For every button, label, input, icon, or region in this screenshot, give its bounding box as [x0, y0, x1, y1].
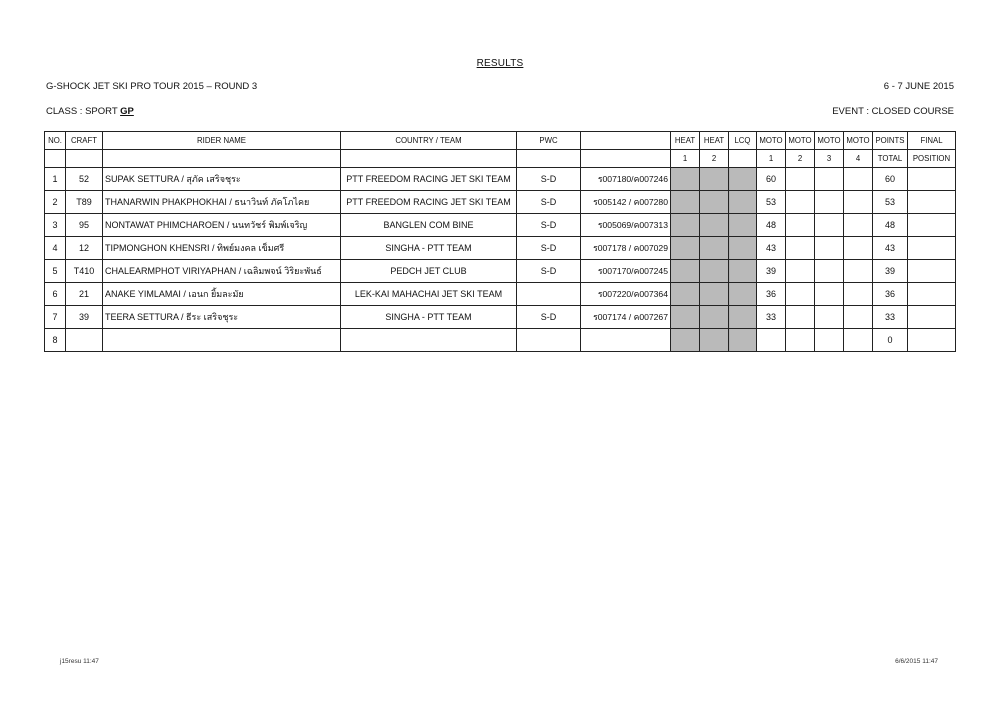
- col-heat1-sub: 1: [671, 150, 700, 168]
- cell-pwc: [517, 283, 581, 306]
- cell-moto3: [815, 329, 844, 352]
- cell-moto1: 36: [757, 283, 786, 306]
- class-label: [46, 106, 134, 117]
- col-points-sub: TOTAL: [873, 150, 908, 168]
- cell-moto3: [815, 168, 844, 191]
- cell-team: PEDCH JET CLUB: [341, 260, 517, 283]
- cell-moto4: [844, 168, 873, 191]
- cell-moto3: [815, 214, 844, 237]
- col-points: POINTS: [873, 132, 908, 150]
- cell-final: [908, 168, 956, 191]
- cell-moto3: [815, 283, 844, 306]
- col-pwc-sub: [517, 150, 581, 168]
- cell-final: [908, 260, 956, 283]
- cell-team: LEK-KAI MAHACHAI JET SKI TEAM: [341, 283, 517, 306]
- results-table: [44, 131, 956, 352]
- cell-no: 1: [45, 168, 66, 191]
- cell-rider: [103, 329, 341, 352]
- event-name: G-SHOCK JET SKI PRO TOUR 2015 – ROUND 3: [46, 81, 258, 92]
- cell-team: PTT FREEDOM RACING JET SKI TEAM: [341, 191, 517, 214]
- cell-total: 0: [873, 329, 908, 352]
- cell-pwc: [517, 329, 581, 352]
- cell-pwc: S-D: [517, 191, 581, 214]
- cell-moto4: [844, 237, 873, 260]
- cell-moto4: [844, 260, 873, 283]
- col-lcq: LCQ: [729, 132, 757, 150]
- cell-craft: 52: [66, 168, 103, 191]
- cell-moto3: [815, 260, 844, 283]
- table-row: [45, 191, 956, 214]
- col-final-sub: POSITION: [908, 150, 956, 168]
- col-no: NO.: [45, 132, 66, 150]
- cell-lcq: [729, 283, 757, 306]
- cell-moto3: [815, 306, 844, 329]
- cell-pwc: S-D: [517, 237, 581, 260]
- cell-team: SINGHA - PTT TEAM: [341, 237, 517, 260]
- cell-heat2: [700, 306, 729, 329]
- cell-craft: 39: [66, 306, 103, 329]
- cell-rider: SUPAK SETTURA / สุภัค เสริจชุระ: [103, 168, 341, 191]
- cell-moto1: 33: [757, 306, 786, 329]
- cell-total: 48: [873, 214, 908, 237]
- cell-rider: NONTAWAT PHIMCHAROEN / นนทวัชร์ พิมพ์เจริญ: [103, 214, 341, 237]
- cell-heat1: [671, 283, 700, 306]
- table-row: [45, 329, 956, 352]
- cell-craft: T89: [66, 191, 103, 214]
- cell-team: PTT FREEDOM RACING JET SKI TEAM: [341, 168, 517, 191]
- col-final: FINAL: [908, 132, 956, 150]
- table-row: [45, 237, 956, 260]
- cell-pwc-id: ร007220/ค007364: [581, 283, 671, 306]
- cell-team: SINGHA - PTT TEAM: [341, 306, 517, 329]
- col-moto3-sub: 3: [815, 150, 844, 168]
- cell-lcq: [729, 168, 757, 191]
- cell-moto3: [815, 191, 844, 214]
- cell-heat2: [700, 191, 729, 214]
- cell-heat2: [700, 260, 729, 283]
- cell-moto4: [844, 329, 873, 352]
- cell-pwc-id: [581, 329, 671, 352]
- col-rider-sub: [103, 150, 341, 168]
- footer-date-stamp: 6/6/2015 11:47: [895, 658, 938, 665]
- table-row: [45, 283, 956, 306]
- cell-total: 60: [873, 168, 908, 191]
- page-title: RESULTS: [476, 58, 524, 69]
- cell-heat1: [671, 306, 700, 329]
- cell-heat2: [700, 168, 729, 191]
- cell-pwc-id: ร007170/ค007245: [581, 260, 671, 283]
- col-heat2: HEAT: [700, 132, 729, 150]
- cell-total: 36: [873, 283, 908, 306]
- cell-heat1: [671, 237, 700, 260]
- cell-lcq: [729, 306, 757, 329]
- cell-pwc-id: ร007180/ค007246: [581, 168, 671, 191]
- col-pwc-id-sub: [581, 150, 671, 168]
- col-heat1: HEAT: [671, 132, 700, 150]
- cell-no: 6: [45, 283, 66, 306]
- cell-moto4: [844, 283, 873, 306]
- col-heat2-sub: 2: [700, 150, 729, 168]
- col-moto1-sub: 1: [757, 150, 786, 168]
- cell-no: 3: [45, 214, 66, 237]
- col-pwc-id: [581, 132, 671, 150]
- col-craft: CRAFT: [66, 132, 103, 150]
- cell-heat1: [671, 191, 700, 214]
- cell-pwc: S-D: [517, 168, 581, 191]
- cell-moto2: [786, 237, 815, 260]
- cell-final: [908, 191, 956, 214]
- cell-final: [908, 283, 956, 306]
- cell-total: 33: [873, 306, 908, 329]
- footer-file-stamp: j15resu 11:47: [60, 658, 99, 665]
- cell-moto2: [786, 329, 815, 352]
- cell-craft: [66, 329, 103, 352]
- table-row: [45, 168, 956, 191]
- cell-total: 39: [873, 260, 908, 283]
- cell-final: [908, 237, 956, 260]
- col-rider: RIDER NAME: [103, 132, 341, 150]
- cell-lcq: [729, 237, 757, 260]
- cell-pwc-id: ร005142 / ค007280: [581, 191, 671, 214]
- cell-moto2: [786, 191, 815, 214]
- results-body: [45, 168, 956, 352]
- cell-rider: THANARWIN PHAKPHOKHAI / ธนาวินท์ ภัคโภไคย: [103, 191, 341, 214]
- cell-lcq: [729, 191, 757, 214]
- cell-moto3: [815, 237, 844, 260]
- cell-craft: 21: [66, 283, 103, 306]
- cell-no: 4: [45, 237, 66, 260]
- cell-heat2: [700, 283, 729, 306]
- col-pwc: PWC: [517, 132, 581, 150]
- cell-final: [908, 306, 956, 329]
- cell-moto4: [844, 306, 873, 329]
- cell-rider: TIPMONGHON KHENSRI / ทิพย์มงคล เข็มศรี: [103, 237, 341, 260]
- cell-rider: ANAKE YIMLAMAI / เอนก ยิ้มละมัย: [103, 283, 341, 306]
- cell-heat1: [671, 329, 700, 352]
- cell-pwc: S-D: [517, 214, 581, 237]
- table-row: [45, 260, 956, 283]
- cell-rider: TEERA SETTURA / ธีระ เสริจชุระ: [103, 306, 341, 329]
- cell-lcq: [729, 329, 757, 352]
- cell-craft: 95: [66, 214, 103, 237]
- cell-moto1: 39: [757, 260, 786, 283]
- cell-no: 2: [45, 191, 66, 214]
- class-prefix: CLASS : SPORT: [46, 106, 121, 117]
- event-date: 6 - 7 JUNE 2015: [883, 81, 954, 92]
- cell-pwc: S-D: [517, 306, 581, 329]
- cell-moto1: 48: [757, 214, 786, 237]
- cell-moto1: [757, 329, 786, 352]
- cell-heat1: [671, 260, 700, 283]
- cell-total: 53: [873, 191, 908, 214]
- col-moto2: MOTO: [786, 132, 815, 150]
- col-country-team: COUNTRY / TEAM: [341, 132, 517, 150]
- cell-craft: T410: [66, 260, 103, 283]
- cell-craft: 12: [66, 237, 103, 260]
- cell-team: [341, 329, 517, 352]
- col-moto3: MOTO: [815, 132, 844, 150]
- cell-heat2: [700, 214, 729, 237]
- cell-heat2: [700, 329, 729, 352]
- cell-no: 7: [45, 306, 66, 329]
- col-moto1: MOTO: [757, 132, 786, 150]
- cell-pwc-id: ร005069/ค007313: [581, 214, 671, 237]
- col-moto2-sub: 2: [786, 150, 815, 168]
- cell-lcq: [729, 214, 757, 237]
- table-row: [45, 306, 956, 329]
- class-suffix: GP: [120, 106, 134, 117]
- cell-moto2: [786, 214, 815, 237]
- table-row: [45, 214, 956, 237]
- results-header: [45, 132, 956, 168]
- cell-final: [908, 329, 956, 352]
- cell-total: 43: [873, 237, 908, 260]
- cell-team: BANGLEN COM BINE: [341, 214, 517, 237]
- cell-moto2: [786, 283, 815, 306]
- cell-moto2: [786, 260, 815, 283]
- cell-heat1: [671, 168, 700, 191]
- cell-heat2: [700, 237, 729, 260]
- cell-moto1: 43: [757, 237, 786, 260]
- cell-rider: CHALEARMPHOT VIRIYAPHAN / เฉลิมพจน์ วิริยะพันธ์: [103, 260, 341, 283]
- cell-final: [908, 214, 956, 237]
- cell-pwc-id: ร007178 / ค007029: [581, 237, 671, 260]
- cell-pwc-id: ร007174 / ค007267: [581, 306, 671, 329]
- cell-moto4: [844, 191, 873, 214]
- cell-moto2: [786, 168, 815, 191]
- cell-moto1: 53: [757, 191, 786, 214]
- event-type: EVENT : CLOSED COURSE: [832, 106, 954, 117]
- col-moto4: MOTO: [844, 132, 873, 150]
- col-craft-sub: [66, 150, 103, 168]
- cell-heat1: [671, 214, 700, 237]
- cell-pwc: S-D: [517, 260, 581, 283]
- cell-moto1: 60: [757, 168, 786, 191]
- col-moto4-sub: 4: [844, 150, 873, 168]
- cell-no: 8: [45, 329, 66, 352]
- col-no-sub: [45, 150, 66, 168]
- cell-moto4: [844, 214, 873, 237]
- col-country-sub: [341, 150, 517, 168]
- cell-moto2: [786, 306, 815, 329]
- col-lcq-sub: [729, 150, 757, 168]
- cell-no: 5: [45, 260, 66, 283]
- cell-lcq: [729, 260, 757, 283]
